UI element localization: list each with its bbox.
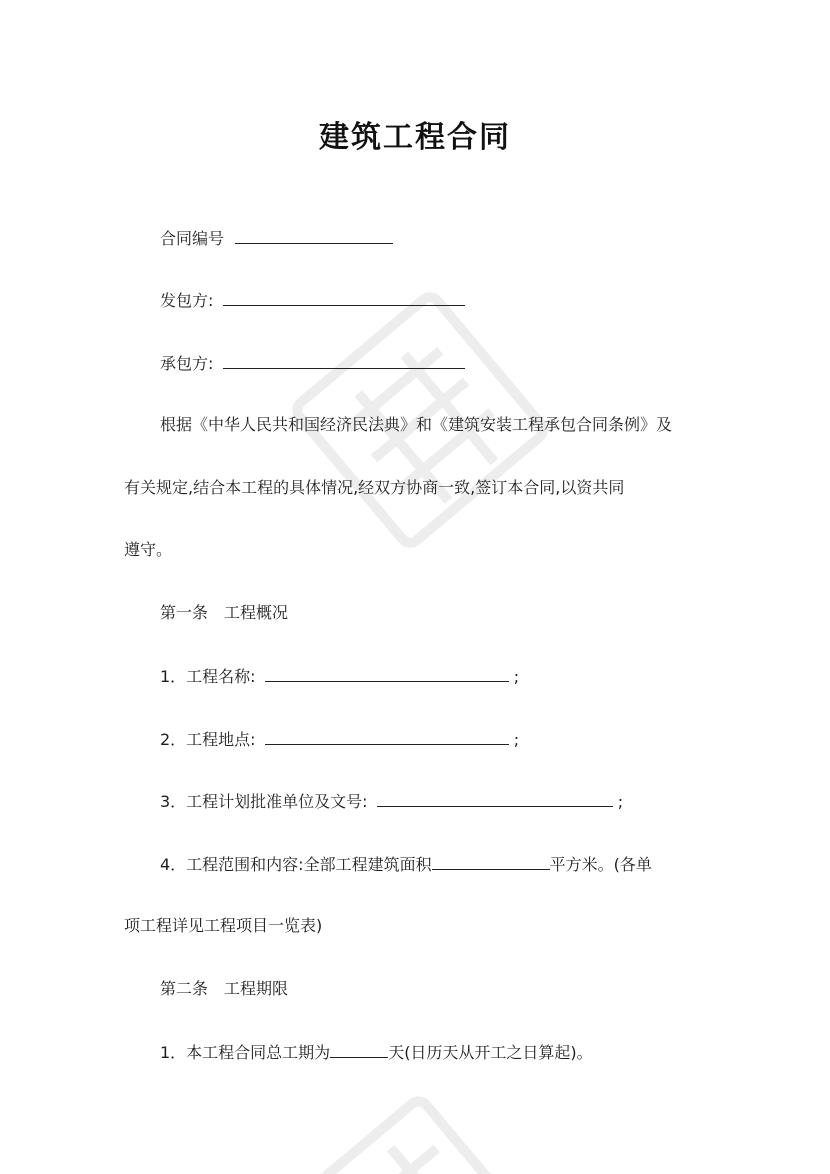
approval-unit-label: 3．工程计划批准单位及文号: [160, 792, 368, 811]
contractor-blank [223, 352, 465, 369]
watermark-stamp-bottom [290, 1090, 530, 1174]
scope-suffix: 平方米。(各单 [549, 855, 652, 874]
document-title: 建筑工程合同 [319, 120, 511, 155]
contractor-line [160, 352, 465, 375]
intro-paragraph-line3: 遵守。 [124, 540, 173, 559]
intro-paragraph-line1: 根据《中华人民共和国经济民法典》和《建筑安装工程承包合同条例》及 [160, 415, 673, 434]
duration-days-blank [330, 1041, 388, 1058]
approval-unit-end: ; [617, 792, 624, 811]
contractor-label: 承包方: [160, 354, 214, 373]
project-name-label: 1．工程名称: [160, 667, 256, 686]
employer-line [160, 289, 465, 312]
project-location-blank [265, 728, 509, 745]
floor-area-blank [432, 853, 550, 870]
article-2-heading: 第二条 工程期限 [160, 979, 289, 998]
project-location-end: ; [513, 730, 520, 749]
article-1-item-2 [160, 728, 519, 751]
approval-unit-blank [377, 790, 613, 807]
employer-blank [223, 289, 465, 306]
project-location-label: 2．工程地点: [160, 730, 256, 749]
article-1-item-1 [160, 665, 519, 688]
article-2-item-1 [160, 1041, 593, 1064]
duration-suffix: 天(日历天从开工之日算起)。 [388, 1043, 593, 1062]
intro-paragraph-line2: 有关规定,结合本工程的具体情况,经双方协商一致,签订本合同,以资共同 [124, 478, 625, 497]
contract-number-label: 合同编号 [160, 229, 225, 248]
article-1-item-4-line2: 项工程详见工程项目一览表) [124, 916, 323, 935]
article-1-heading: 第一条 工程概况 [160, 603, 289, 622]
contract-number-line [160, 227, 393, 250]
employer-label: 发包方: [160, 291, 214, 310]
scope-prefix: 4．工程范围和内容:全部工程建筑面积 [160, 855, 432, 874]
article-1-item-3 [160, 790, 623, 813]
project-name-blank [265, 665, 509, 682]
duration-prefix: 1．本工程合同总工期为 [160, 1043, 331, 1062]
contract-number-blank [235, 227, 393, 244]
project-name-end: ; [513, 667, 520, 686]
article-1-item-4 [160, 853, 652, 876]
